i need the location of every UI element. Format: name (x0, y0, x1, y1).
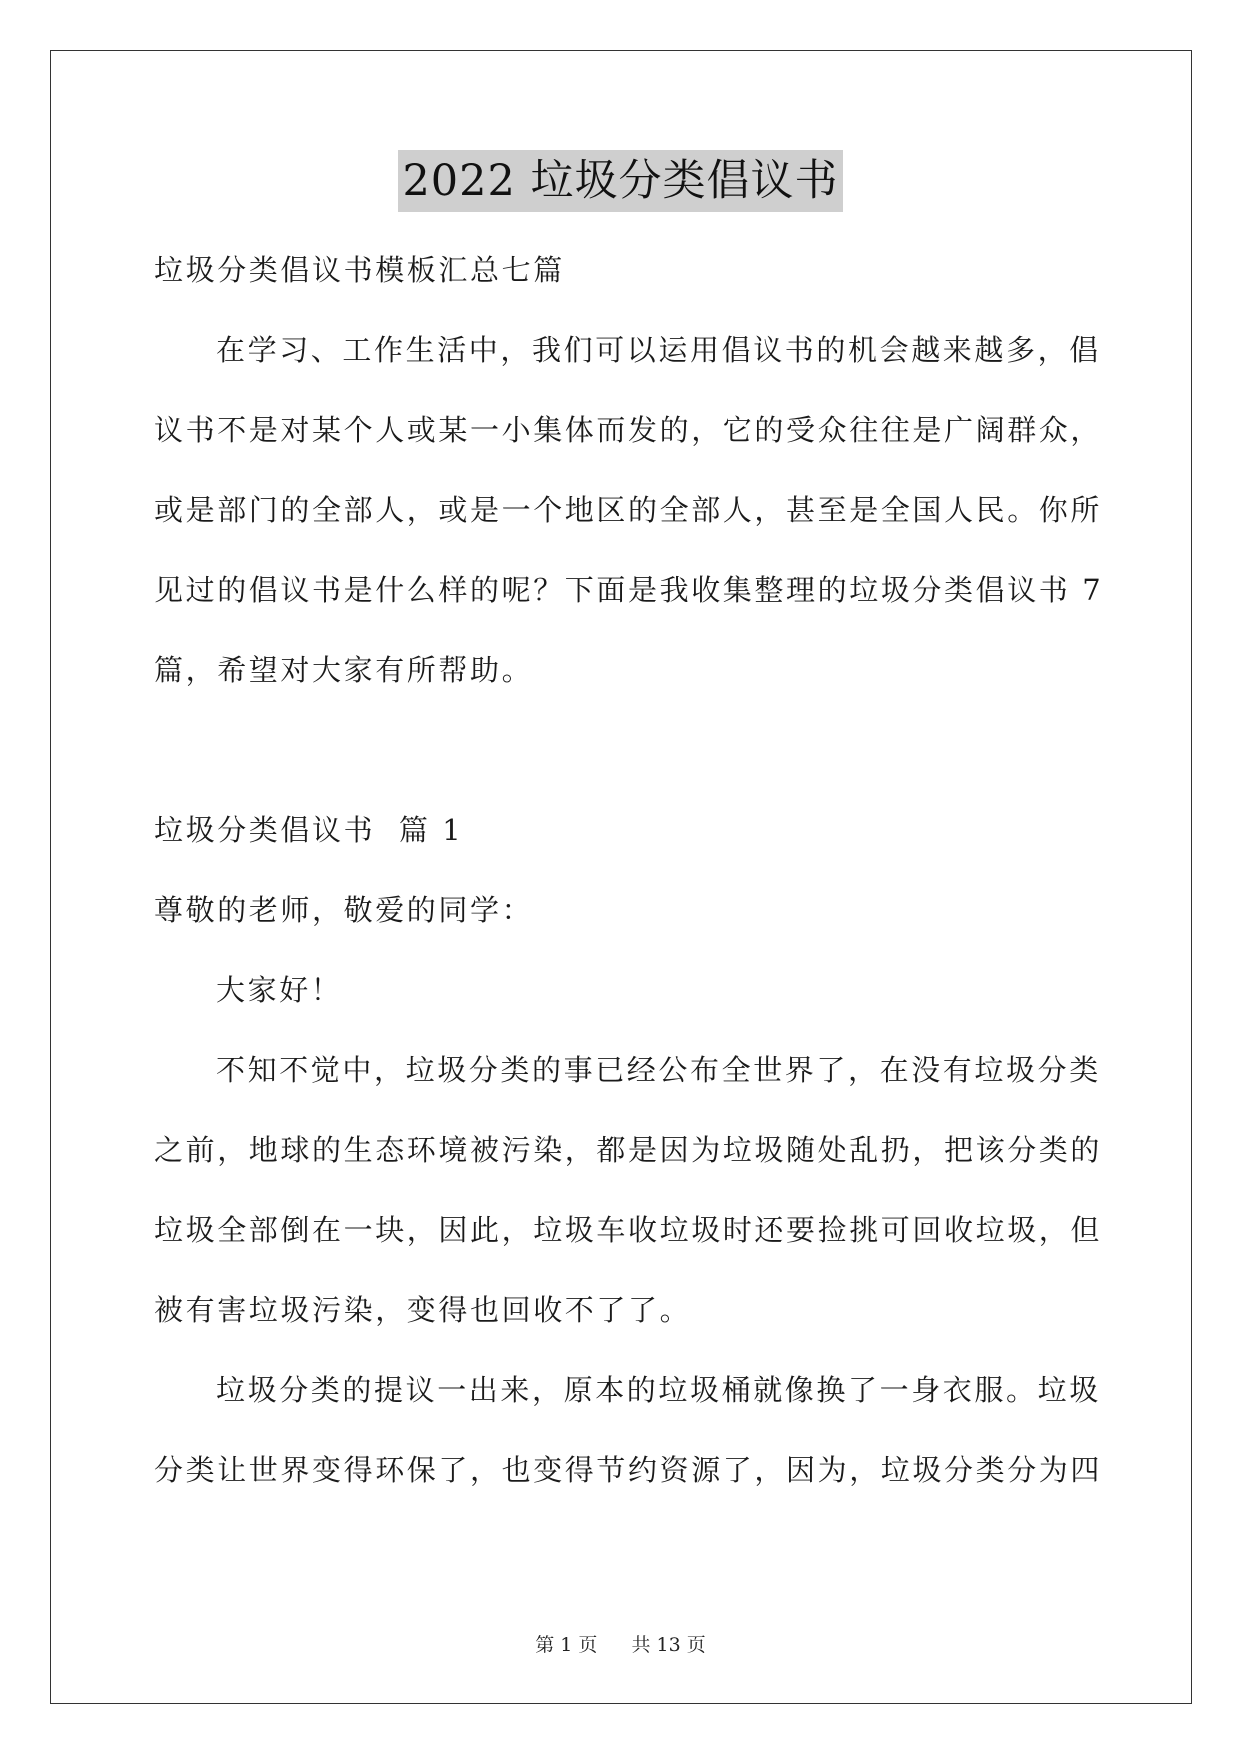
title-container (0, 150, 1241, 212)
paragraph-line: 垃圾全部倒在一块，因此，垃圾车收垃圾时还要捡挑可回收垃圾，但 (154, 1213, 1103, 1247)
section-heading: 垃圾分类倡议书 篇 1 (154, 813, 464, 847)
greeting: 大家好！ (216, 973, 343, 1007)
intro-line: 或是部门的全部人，或是一个地区的全部人，甚至是全国人民。你所 (154, 493, 1103, 527)
intro-line: 在学习、工作生活中，我们可以运用倡议书的机会越来越多，倡 (216, 333, 1101, 367)
intro-line: 篇，希望对大家有所帮助。 (154, 653, 534, 687)
intro-line: 议书不是对某个人或某一小集体而发的，它的受众往往是广阔群众， (154, 413, 1103, 447)
document-title: 2022 垃圾分类倡议书 (398, 150, 842, 212)
paragraph-line: 被有害垃圾污染，变得也回收不了了。 (154, 1293, 692, 1327)
page-total: 共 13 页 (631, 1634, 706, 1656)
document-body (154, 230, 1104, 1510)
paragraph-gap (154, 710, 1094, 790)
intro-line: 见过的倡议书是什么样的呢？下面是我收集整理的垃圾分类倡议书 7 (154, 573, 1104, 607)
page-number: 第 1 页 (535, 1634, 598, 1656)
paragraph-line: 之前，地球的生态环境被污染，都是因为垃圾随处乱扔，把该分类的 (154, 1133, 1103, 1167)
subtitle: 垃圾分类倡议书模板汇总七篇 (154, 253, 565, 287)
salutation: 尊敬的老师，敬爱的同学： (154, 893, 534, 927)
paragraph-line: 分类让世界变得环保了，也变得节约资源了，因为，垃圾分类分为四 (154, 1453, 1103, 1487)
paragraph-line: 不知不觉中，垃圾分类的事已经公布全世界了，在没有垃圾分类 (216, 1053, 1101, 1087)
page-footer (0, 1630, 1241, 1657)
paragraph-line: 垃圾分类的提议一出来，原本的垃圾桶就像换了一身衣服。垃圾 (216, 1373, 1101, 1407)
